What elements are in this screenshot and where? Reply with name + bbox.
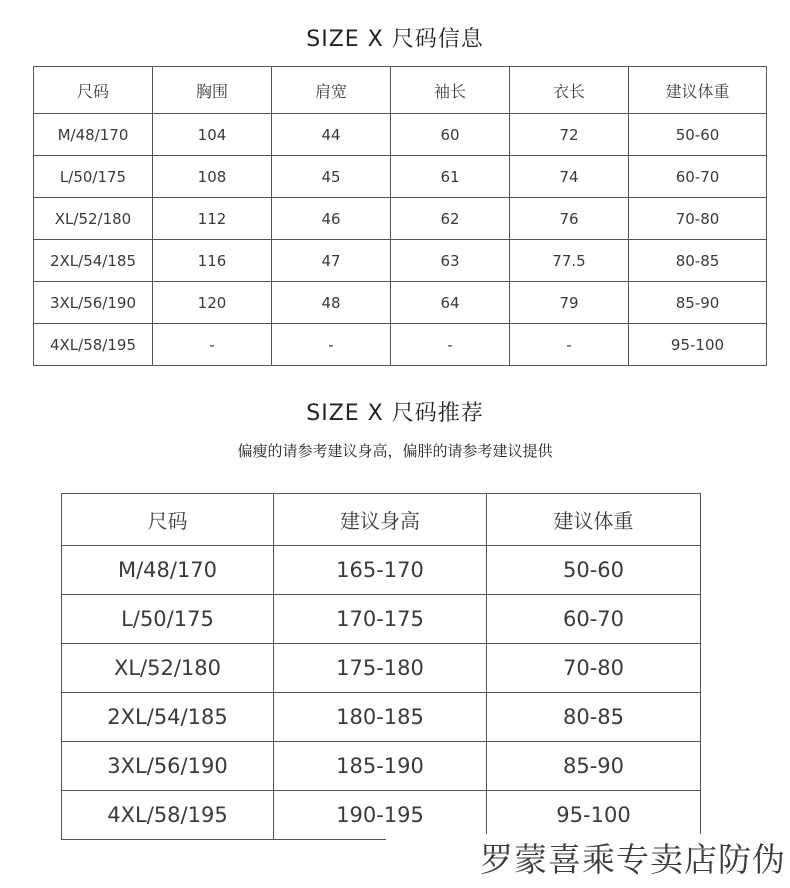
table-cell: 80-85 <box>487 693 701 742</box>
table-cell: 48 <box>272 282 391 324</box>
table-row <box>62 644 701 693</box>
table-cell: 46 <box>272 198 391 240</box>
table-cell: 64 <box>391 282 510 324</box>
table-cell: - <box>153 324 272 366</box>
column-header: 胸围 <box>153 67 272 114</box>
table-row <box>34 240 767 282</box>
table-cell: 190-195 <box>274 791 487 840</box>
table-cell: 60-70 <box>629 156 767 198</box>
table-cell: 80-85 <box>629 240 767 282</box>
table-cell: 44 <box>272 114 391 156</box>
table-cell: - <box>391 324 510 366</box>
table-header-row <box>34 67 767 114</box>
table-cell: 170-175 <box>274 595 487 644</box>
table-cell: 4XL/58/195 <box>62 791 274 840</box>
table-cell: 2XL/54/185 <box>62 693 274 742</box>
table-cell: 85-90 <box>629 282 767 324</box>
table-cell: - <box>272 324 391 366</box>
table-cell: 47 <box>272 240 391 282</box>
table-cell: 50-60 <box>487 546 701 595</box>
column-header: 尺码 <box>62 494 274 546</box>
table-cell: 70-80 <box>629 198 767 240</box>
table-cell: M/48/170 <box>34 114 153 156</box>
table-cell: 79 <box>510 282 629 324</box>
table-cell: 165-170 <box>274 546 487 595</box>
table-row <box>62 595 701 644</box>
table-cell: 50-60 <box>629 114 767 156</box>
table-cell: 60 <box>391 114 510 156</box>
table-cell: 185-190 <box>274 742 487 791</box>
column-header: 建议体重 <box>487 494 701 546</box>
table-row <box>62 742 701 791</box>
table-cell: L/50/175 <box>34 156 153 198</box>
table-cell: 45 <box>272 156 391 198</box>
table-row <box>34 198 767 240</box>
table-cell: 60-70 <box>487 595 701 644</box>
table-cell: 76 <box>510 198 629 240</box>
table-cell: 61 <box>391 156 510 198</box>
table-cell: 104 <box>153 114 272 156</box>
table-cell: 112 <box>153 198 272 240</box>
table-cell: 108 <box>153 156 272 198</box>
table-row <box>62 693 701 742</box>
column-header: 肩宽 <box>272 67 391 114</box>
size-recommend-subtitle: 偏瘦的请参考建议身高，偏胖的请参考建议提供 <box>237 442 553 460</box>
table-header-row <box>62 494 701 546</box>
table-cell: 77.5 <box>510 240 629 282</box>
table-row <box>34 114 767 156</box>
column-header: 尺码 <box>34 67 153 114</box>
store-watermark: 罗蒙喜乘专卖店防伪 <box>386 834 786 886</box>
table-cell: XL/52/180 <box>34 198 153 240</box>
column-header: 袖长 <box>391 67 510 114</box>
table-cell: 175-180 <box>274 644 487 693</box>
table-cell: XL/52/180 <box>62 644 274 693</box>
table-row <box>62 791 701 840</box>
column-header: 建议体重 <box>629 67 767 114</box>
table-cell: 120 <box>153 282 272 324</box>
table-cell: 95-100 <box>487 791 701 840</box>
table-cell: M/48/170 <box>62 546 274 595</box>
table-cell: - <box>510 324 629 366</box>
size-recommend-table <box>61 493 701 840</box>
table-cell: 2XL/54/185 <box>34 240 153 282</box>
column-header: 建议身高 <box>274 494 487 546</box>
table-cell: 85-90 <box>487 742 701 791</box>
table-cell: 72 <box>510 114 629 156</box>
table-cell: 4XL/58/195 <box>34 324 153 366</box>
table-cell: 70-80 <box>487 644 701 693</box>
table-cell: 180-185 <box>274 693 487 742</box>
column-header: 衣长 <box>510 67 629 114</box>
table-row <box>34 156 767 198</box>
table-cell: 74 <box>510 156 629 198</box>
table-cell: 95-100 <box>629 324 767 366</box>
table-row <box>34 324 767 366</box>
table-cell: 62 <box>391 198 510 240</box>
table-row <box>62 546 701 595</box>
size-recommend-title: SIZE X 尺码推荐 <box>306 401 484 426</box>
table-cell: L/50/175 <box>62 595 274 644</box>
table-cell: 116 <box>153 240 272 282</box>
table-row <box>34 282 767 324</box>
table-cell: 63 <box>391 240 510 282</box>
size-info-table <box>33 66 767 366</box>
size-info-title: SIZE X 尺码信息 <box>306 27 484 52</box>
table-cell: 3XL/56/190 <box>62 742 274 791</box>
table-cell: 3XL/56/190 <box>34 282 153 324</box>
